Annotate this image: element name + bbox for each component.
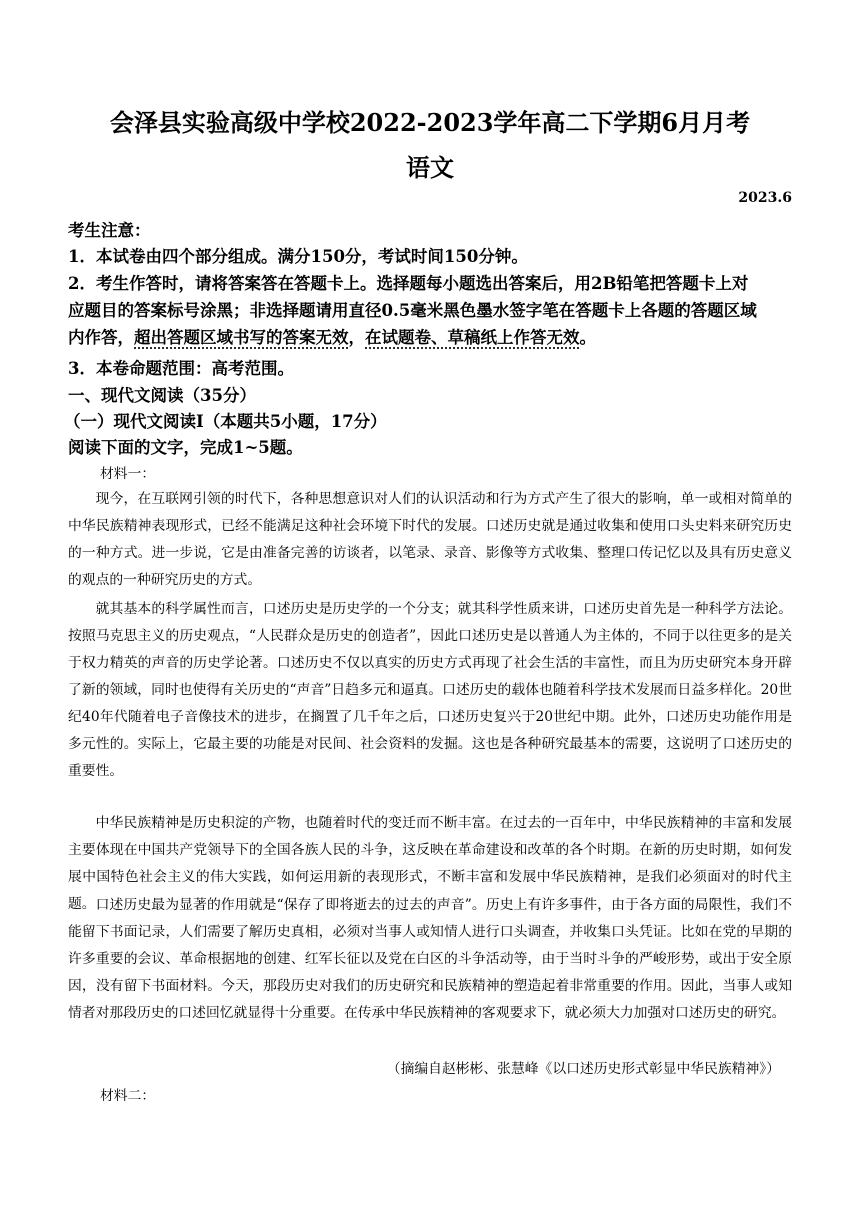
subject-title: 语文	[406, 153, 454, 182]
emphasis-text: 在试题卷、草稿纸上作答无效	[365, 328, 580, 347]
notice-heading: 考生注意：	[68, 221, 151, 240]
section-heading: 一、现代文阅读（35分）	[68, 386, 256, 405]
notice-item-2-line-3	[68, 324, 596, 348]
section-subheading: （一）现代文阅读Ⅰ（本题共5小题，17分）	[64, 412, 387, 431]
exam-title: 会泽县实验高级中学校2022-2023学年高二下学期6月月考	[109, 108, 751, 137]
material-2-label: 材料二：	[100, 1088, 156, 1104]
notice-item-3: 3．本卷命题范围：高考范围。	[68, 359, 294, 378]
notice-item-1: 1．本试卷由四个部分组成。满分150分，考试时间150分钟。	[68, 247, 528, 266]
section-instruction: 阅读下面的文字，完成1~5题。	[68, 438, 303, 457]
notice-item-2-line-1: 2．考生作答时，请将答案答在答题卡上。选择题每小题选出答案后，用2B铅笔把答题卡上对	[68, 274, 749, 293]
notice-text: 内作答，	[68, 328, 134, 347]
material-1-paragraph-1: 现今，在互联网引领的时代下，各种思想意识对人们的认识活动和行为方式产生了很大的影响，单一或相对简单的中华民族精神表现形式，已经不能满足这种社会环境下时代的发展。口述历史就是通过收集和使用口头史料来研究历史的一种方式。进一步说，它是由准备完善的访谈者，以笔录、录音、影像等方式收集、整理口传记忆以及具有历史意义的观点的一种研究历史的方式。	[68, 491, 792, 588]
notice-item-2-line-2: 应题目的答案标号涂黑；非选择题请用直径0.5毫米黑色墨水签字笔在答题卡上各题的答题区域	[68, 301, 757, 320]
material-1-label: 材料一：	[100, 466, 156, 482]
material-1-citation: （摘编自赵彬彬、张慧峰《以口述历史形式彰显中华民族精神》）	[386, 1061, 780, 1077]
material-1-paragraph-4: 口述历史最为显著的作用就是“保存了即将逝去的过去的声音”。历史上有许多事件，由于各方面的局限性，我们不能留下书面记录，人们需要了解历史真相，必须对当事人或知情人进行口头调查，并收集口头凭证。比如在党的早期的许多重要的会议、革命根据地的创建、红军长征以及党在白区的斗争活动等，由于当时斗争的严峻形势，或出于安全原因，没有留下书面材料。今天，那段历史对我们的历史研究和民族精神的塑造起着非常重要的作用。因此，当事人或知情者对那段历史的口述回忆就显得十分重要。在传承中华民族精神的客观要求下，就必须大力加强对口述历史的研究。	[68, 897, 792, 1021]
notice-text: ，	[348, 328, 365, 347]
exam-date: 2023.6	[738, 190, 792, 206]
emphasis-text: 超出答题区域书写的答案无效	[134, 328, 349, 347]
material-1-paragraph-3: 中华民族精神是历史积淀的产物，也随着时代的变迁而不断丰富。在过去的一百年中，中华民族精神的丰富和发展主要体现在中国共产党领导下的全国各族人民的斗争，这反映在革命建设和改革的各个时期。在新的历史时期，如何发展中国特色社会主义的伟大实践，如何运用新的表现形式，不断丰富和发展中华民族精神，是我们必须面对的时代主题。	[68, 815, 792, 912]
notice-text: 。	[579, 328, 596, 347]
material-1-paragraph-2: 就其基本的科学属性而言，口述历史是历史学的一个分支；就其科学性质来讲，口述历史首先是一种科学方法论。按照马克思主义的历史观点，“人民群众是历史的创造者”，因此口述历史是以普通人为主体的，不同于以往更多的是关于权力精英的声音的历史学论著。口述历史不仅以真实的历史方式再现了社会生活的丰富性，而且为历史研究本身开辟了新的领域，同时也使得有关历史的“声音”日趋多元和逼真。口述历史的载体也随着科学技术发展而日益多样化。20世纪40年代随着电子音像技术的进步，在搁置了几千年之后，口述历史复兴于20世纪中期。此外，口述历史功能作用是多元性的。实际上，它最主要的功能是对民间、社会资料的发掘。这也是各种研究最基本的需要，这说明了口述历史的重要性。	[68, 601, 792, 779]
